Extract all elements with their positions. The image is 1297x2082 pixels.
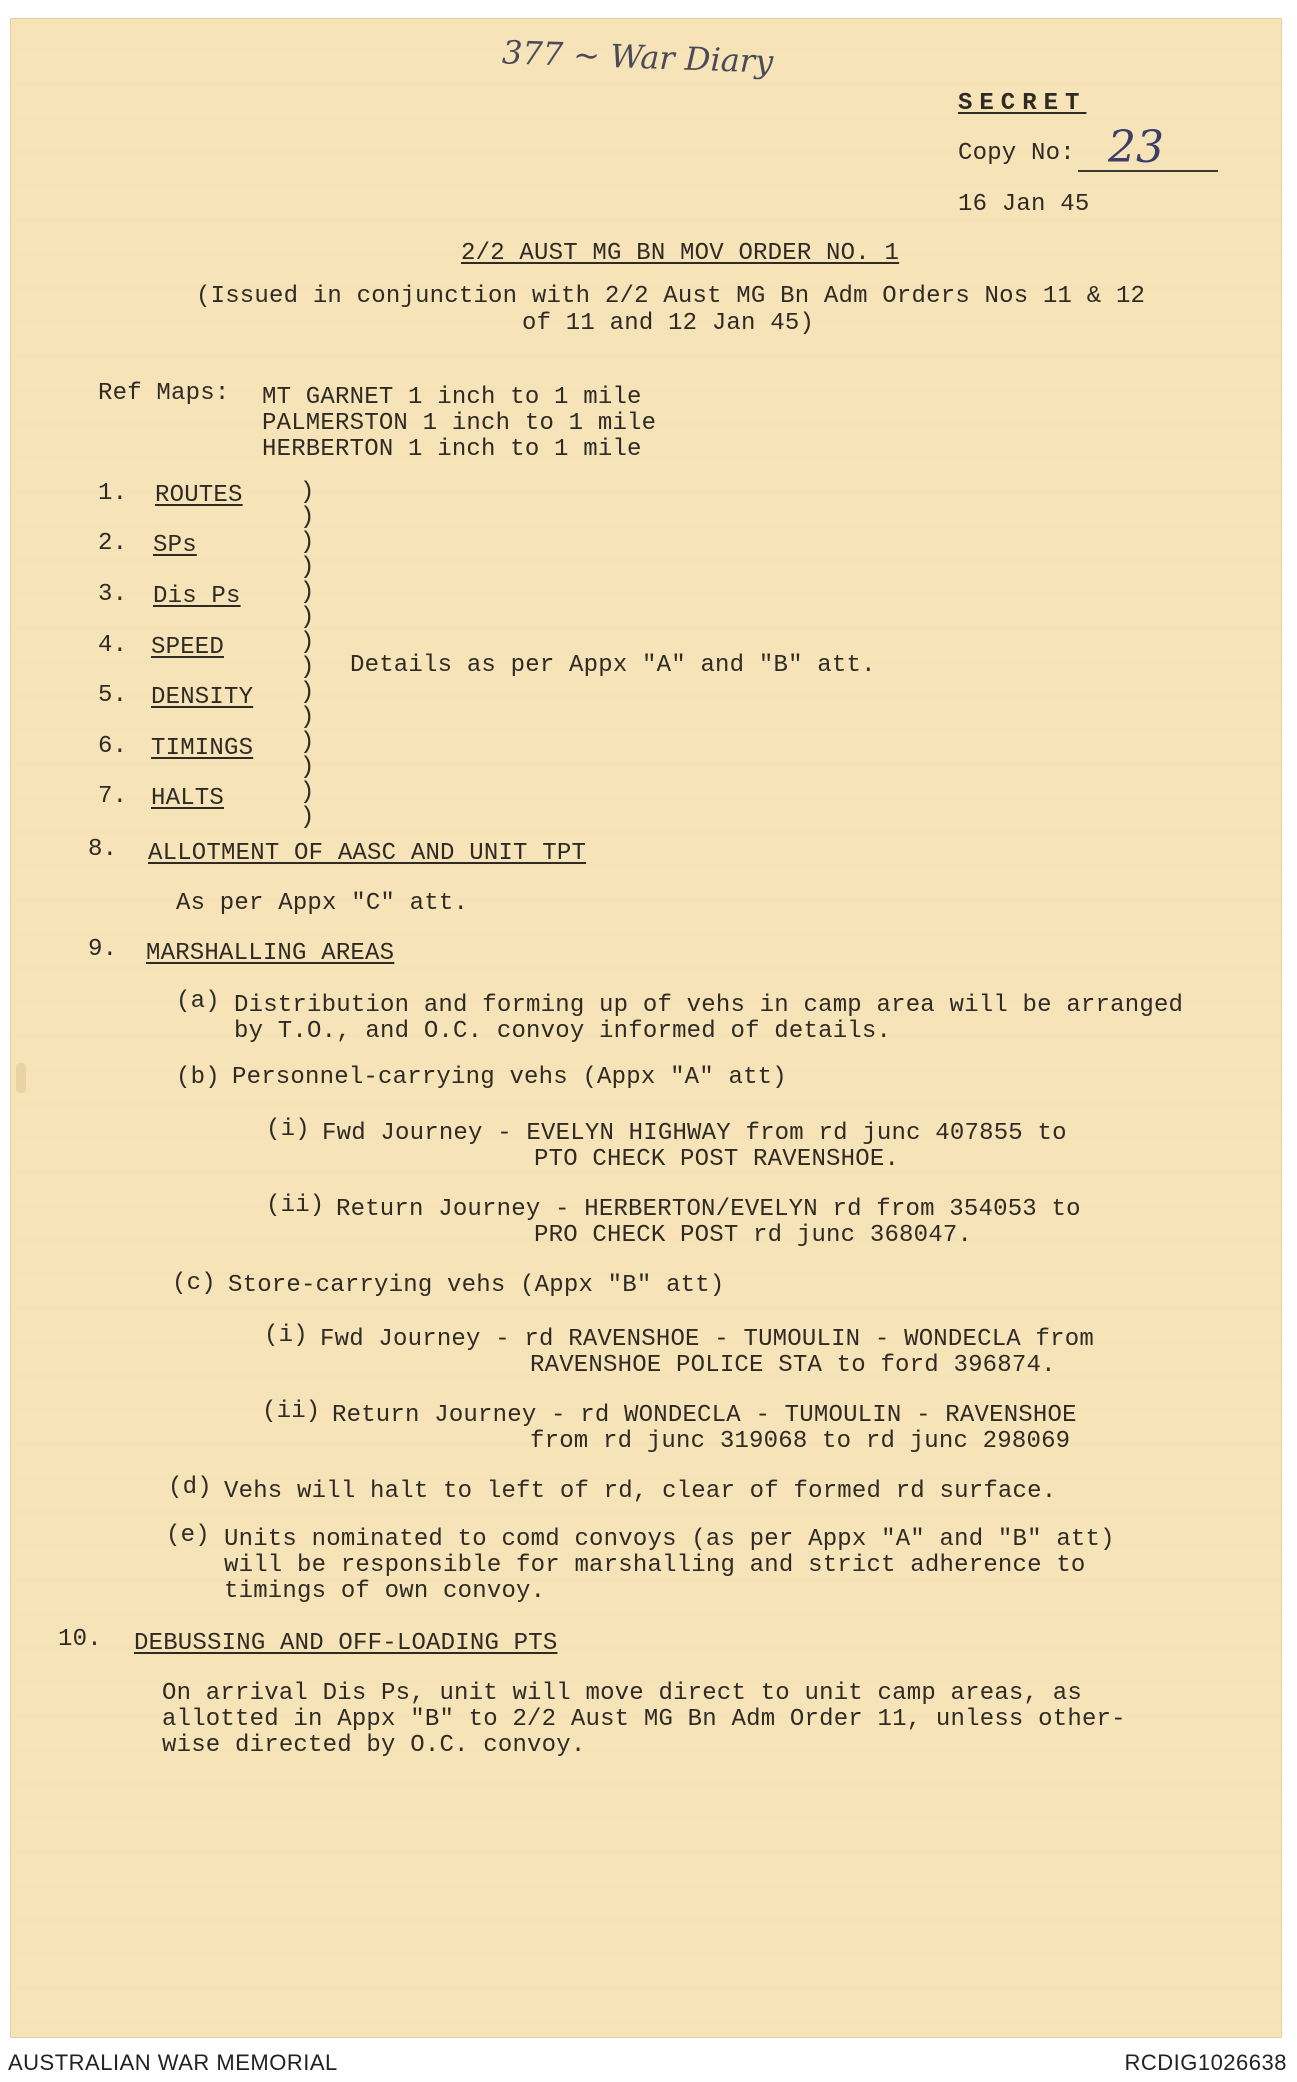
item9e-line-3: timings of own convoy. — [224, 1578, 546, 1605]
item-number: 3. — [98, 581, 128, 608]
sub-label: (a) — [176, 988, 220, 1015]
item9c-ii-line-1: Return Journey - rd WONDECLA - TUMOULIN - RAVENSHOE — [332, 1402, 1077, 1429]
sub-label: (c) — [172, 1270, 216, 1297]
copy-number-underline — [1078, 170, 1218, 172]
item-heading-allotment: ALLOTMENT OF AASC AND UNIT TPT — [148, 840, 587, 867]
sub-sub-label: (i) — [264, 1322, 308, 1349]
item9a-line-1: Distribution and forming up of vehs in camp area will be arranged — [234, 992, 1184, 1019]
item9e-line-1: Units nominated to comd convoys (as per Appx "A" and "B" att) — [224, 1526, 1115, 1553]
sub-sub-label: (i) — [266, 1116, 310, 1143]
item9c-i-line-1: Fwd Journey - rd RAVENSHOE - TUMOULIN - WONDECLA from — [320, 1326, 1094, 1353]
item-number: 9. — [88, 936, 118, 963]
document-date: 16 Jan 45 — [958, 191, 1090, 218]
item9a-line-2: by T.O., and O.C. convoy informed of details. — [234, 1018, 892, 1045]
item-number: 5. — [98, 682, 128, 709]
copy-number-label: Copy No: — [958, 140, 1075, 167]
ref-map-3: HERBERTON 1 inch to 1 mile — [262, 436, 642, 463]
item9c-i-line-2: RAVENSHOE POLICE STA to ford 396874. — [530, 1352, 1056, 1379]
document-title: 2/2 AUST MG BN MOV ORDER NO. 1 — [461, 240, 900, 267]
paper-edge-mark — [16, 1063, 26, 1093]
item9e-line-2: will be responsible for marshalling and strict adherence to — [224, 1552, 1086, 1579]
item10-line-3: wise directed by O.C. convoy. — [162, 1732, 586, 1759]
item8-text: As per Appx "C" att. — [176, 890, 469, 917]
item9b-ii-line-1: Return Journey - HERBERTON/EVELYN rd from 354053 to — [336, 1196, 1081, 1223]
document-page — [10, 18, 1282, 2038]
item-heading-sps: SPs — [153, 532, 197, 559]
sub-label: (e) — [166, 1522, 210, 1549]
classification-label: SECRET — [958, 90, 1087, 117]
item-heading-marshalling: MARSHALLING AREAS — [146, 940, 395, 967]
item9b-i-line-2: PTO CHECK POST RAVENSHOE. — [534, 1146, 900, 1173]
footer-record-id: RCDIG1026638 — [1124, 2050, 1287, 2075]
document-subtitle-line-2: of 11 and 12 Jan 45) — [522, 310, 815, 337]
item-number: 1. — [98, 480, 128, 507]
item-heading-density: DENSITY — [151, 684, 254, 711]
item-number: 7. — [98, 783, 128, 810]
item9b-text: Personnel-carrying vehs (Appx "A" att) — [232, 1064, 787, 1091]
item-heading-debussing: DEBUSSING AND OFF-LOADING PTS — [134, 1630, 558, 1657]
grouped-details-text: Details as per Appx "A" and "B" att. — [350, 652, 876, 679]
item-number: 4. — [98, 632, 128, 659]
footer-archive-name: AUSTRALIAN WAR MEMORIAL — [8, 2050, 338, 2075]
item-heading-routes: ROUTES — [155, 482, 243, 509]
copy-number-value: 23 — [1108, 122, 1164, 173]
item10-line-1: On arrival Dis Ps, unit will move direct to unit camp areas, as — [162, 1680, 1082, 1707]
item-heading-timings: TIMINGS — [151, 735, 254, 762]
item9c-text: Store-carrying vehs (Appx "B" att) — [228, 1272, 725, 1299]
ref-maps-label: Ref Maps: — [98, 380, 230, 407]
item-heading-halts: HALTS — [151, 785, 225, 812]
sub-label: (b) — [176, 1064, 220, 1091]
ref-map-2: PALMERSTON 1 inch to 1 mile — [262, 410, 657, 437]
item-number: 10. — [58, 1626, 102, 1653]
item9b-i-line-1: Fwd Journey - EVELYN HIGHWAY from rd junc 407855 to — [322, 1120, 1067, 1147]
item9c-ii-line-2: from rd junc 319068 to rd junc 298069 — [530, 1428, 1071, 1455]
ref-map-1: MT GARNET 1 inch to 1 mile — [262, 384, 642, 411]
sub-sub-label: (ii) — [266, 1192, 325, 1219]
item-number: 8. — [88, 836, 118, 863]
item9b-ii-line-2: PRO CHECK POST rd junc 368047. — [534, 1222, 973, 1249]
handwritten-annotation: 377 ~ War Diary — [501, 33, 774, 81]
sub-label: (d) — [168, 1474, 212, 1501]
item-heading-dis-ps: Dis Ps — [153, 583, 241, 610]
item10-line-2: allotted in Appx "B" to 2/2 Aust MG Bn Adm Order 11, unless other- — [162, 1706, 1126, 1733]
document-subtitle-line-1: (Issued in conjunction with 2/2 Aust MG Bn Adm Orders Nos 11 & 12 — [196, 283, 1146, 310]
item-heading-speed: SPEED — [151, 634, 225, 661]
item-number: 6. — [98, 733, 128, 760]
item-number: 2. — [98, 530, 128, 557]
item9d-text: Vehs will halt to left of rd, clear of formed rd surface. — [224, 1478, 1057, 1505]
grouping-bracket: ) ) ) ) ) ) ) ) ) ) ) ) ) ) — [300, 479, 315, 831]
sub-sub-label: (ii) — [262, 1398, 321, 1425]
